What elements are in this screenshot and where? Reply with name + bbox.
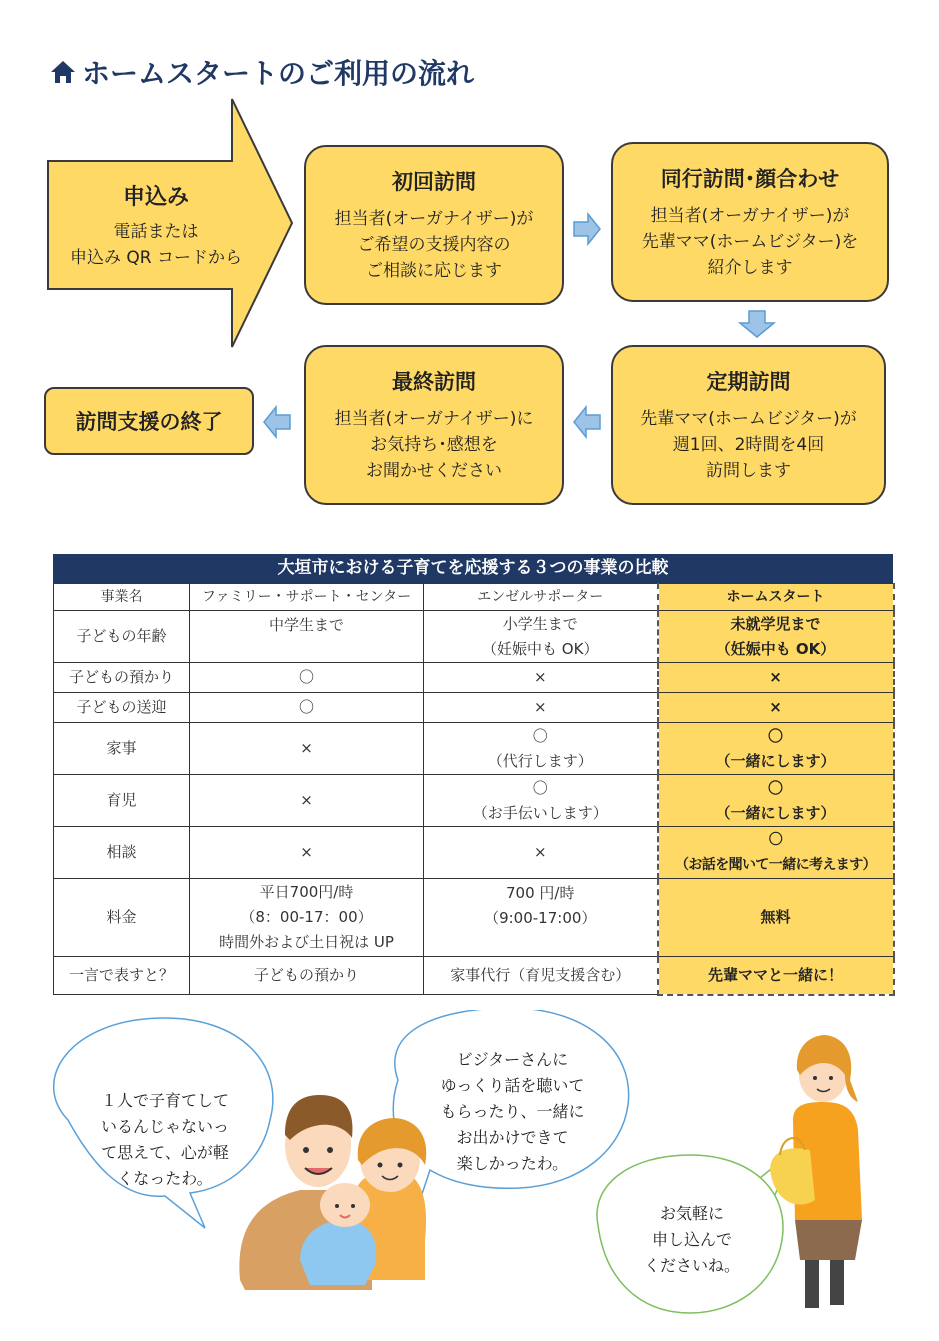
flow-step-heading: 初回訪問 xyxy=(392,170,476,194)
table-header-cell: ファミリー・サポート・センター xyxy=(190,584,424,611)
flow-step-text: 訪問します xyxy=(706,461,791,481)
table-cell: 〇 xyxy=(190,693,424,723)
page-title xyxy=(50,52,474,92)
table-cell: 中学生まで xyxy=(190,611,424,663)
table-cell: × xyxy=(424,663,658,693)
flow-step-accompanied-visit xyxy=(611,142,889,302)
flow-step-heading: 最終訪問 xyxy=(392,370,476,394)
flow-step-text: お気持ち･感想を xyxy=(370,435,498,455)
row-label: 子どもの年齢 xyxy=(54,611,190,663)
home-icon xyxy=(50,59,76,85)
table-cell: × xyxy=(190,827,424,879)
comparison-table xyxy=(53,554,893,996)
table-cell: 〇 （お話を聞いて一緒に考えます） xyxy=(658,827,894,879)
flow-step-heading: 同行訪問･顔合わせ xyxy=(660,167,840,191)
table-cell: × xyxy=(190,723,424,775)
flow-step-text: 担当者(オーガナイザー)が xyxy=(334,209,534,229)
flow-step-text: 申込み QR コードから xyxy=(69,247,242,268)
table-cell: 未就学児まで （妊娠中も OK） xyxy=(658,611,894,663)
row-label: 育児 xyxy=(54,775,190,827)
table-cell: × xyxy=(424,827,658,879)
table-header-cell: 事業名 xyxy=(54,584,190,611)
table-cell: 平日700円/時 （8：00-17：00） 時間外および土日祝は UP xyxy=(190,879,424,957)
arrow-down-icon xyxy=(738,309,776,339)
row-label: 一言で表すと？ xyxy=(54,957,190,995)
table-row xyxy=(54,663,894,693)
speech-bubble-center: ビジターさんに ゆっくり話を聴いて もらったり、一緒に お出かけできて 楽しかったわ。 xyxy=(440,1050,585,1173)
table-cell: × xyxy=(658,663,894,693)
table-cell: 無料 xyxy=(658,879,894,957)
table-cell: 先輩ママと一緒に！ xyxy=(658,957,894,995)
table-header-cell: ホームスタート xyxy=(658,584,894,611)
row-label: 料金 xyxy=(54,879,190,957)
table-cell: 〇 （一緒にします） xyxy=(658,723,894,775)
row-label: 子どもの預かり xyxy=(54,663,190,693)
table-cell: × xyxy=(424,693,658,723)
flow-step-first-visit xyxy=(304,145,564,305)
arrow-left-icon xyxy=(572,405,602,439)
flow-step-regular-visit xyxy=(611,345,886,505)
table-cell: 〇 xyxy=(190,663,424,693)
flow-step-text: 電話または xyxy=(113,221,199,242)
arrow-right-icon xyxy=(572,212,602,246)
flow-step-heading: 申込み xyxy=(122,184,189,210)
row-label: 家事 xyxy=(54,723,190,775)
table-row xyxy=(54,611,894,663)
flow-end-box: 訪問支援の終了 xyxy=(44,387,254,455)
table-header-row xyxy=(54,584,894,611)
flow-step-text: お聞かせください xyxy=(366,461,502,481)
table-cell: 小学生まで （妊娠中も OK） xyxy=(424,611,658,663)
woman-illustration xyxy=(770,1035,862,1308)
flow-step-heading: 定期訪問 xyxy=(706,370,791,394)
flow-step-apply xyxy=(50,160,262,290)
arrow-left-icon xyxy=(262,405,292,439)
row-label: 子どもの送迎 xyxy=(54,693,190,723)
table-header-cell: エンゼルサポーター xyxy=(424,584,658,611)
table-cell: 〇 （代行します） xyxy=(424,723,658,775)
flow-step-final-visit xyxy=(304,345,564,505)
table-row xyxy=(54,693,894,723)
flow-step-text: 担当者(オーガナイザー)に xyxy=(334,409,534,429)
table-row xyxy=(54,775,894,827)
table-row xyxy=(54,723,894,775)
flow-step-text: 担当者(オーガナイザー)が xyxy=(650,206,850,226)
speech-bubble-left: １人で子育てして いるんじゃないっ て思えて、心が軽 くなったわ。 xyxy=(100,1091,229,1188)
table-row xyxy=(54,879,894,957)
table-cell: 家事代行（育児支援含む） xyxy=(424,957,658,995)
table-cell: 子どもの預かり xyxy=(190,957,424,995)
table-row xyxy=(54,827,894,879)
table-cell: × xyxy=(658,693,894,723)
table-title: 大垣市における子育てを応援する３つの事業の比較 xyxy=(53,554,893,583)
flow-step-text: ご希望の支援内容の xyxy=(357,235,511,255)
speech-bubble-right: お気軽に 申し込んで くださいね。 xyxy=(643,1204,740,1275)
flow-step-text: 週1回、2時間を4回 xyxy=(672,435,825,455)
table-cell: 700 円/時 （9:00-17:00） xyxy=(424,879,658,957)
table-row xyxy=(54,957,894,995)
table-cell: 〇 （お手伝いします） xyxy=(424,775,658,827)
table-cell: × xyxy=(190,775,424,827)
row-label: 相談 xyxy=(54,827,190,879)
flow-step-text: 先輩ママ(ホームビジター)を xyxy=(641,232,859,252)
page-title-text: ホームスタートのご利用の流れ xyxy=(82,57,475,90)
table-cell: 〇 （一緒にします） xyxy=(658,775,894,827)
flow-step-text: 紹介します xyxy=(707,258,793,278)
flow-step-text: 先輩ママ(ホームビジター)が xyxy=(640,409,857,429)
flow-step-text: ご相談に応じます xyxy=(366,261,502,281)
